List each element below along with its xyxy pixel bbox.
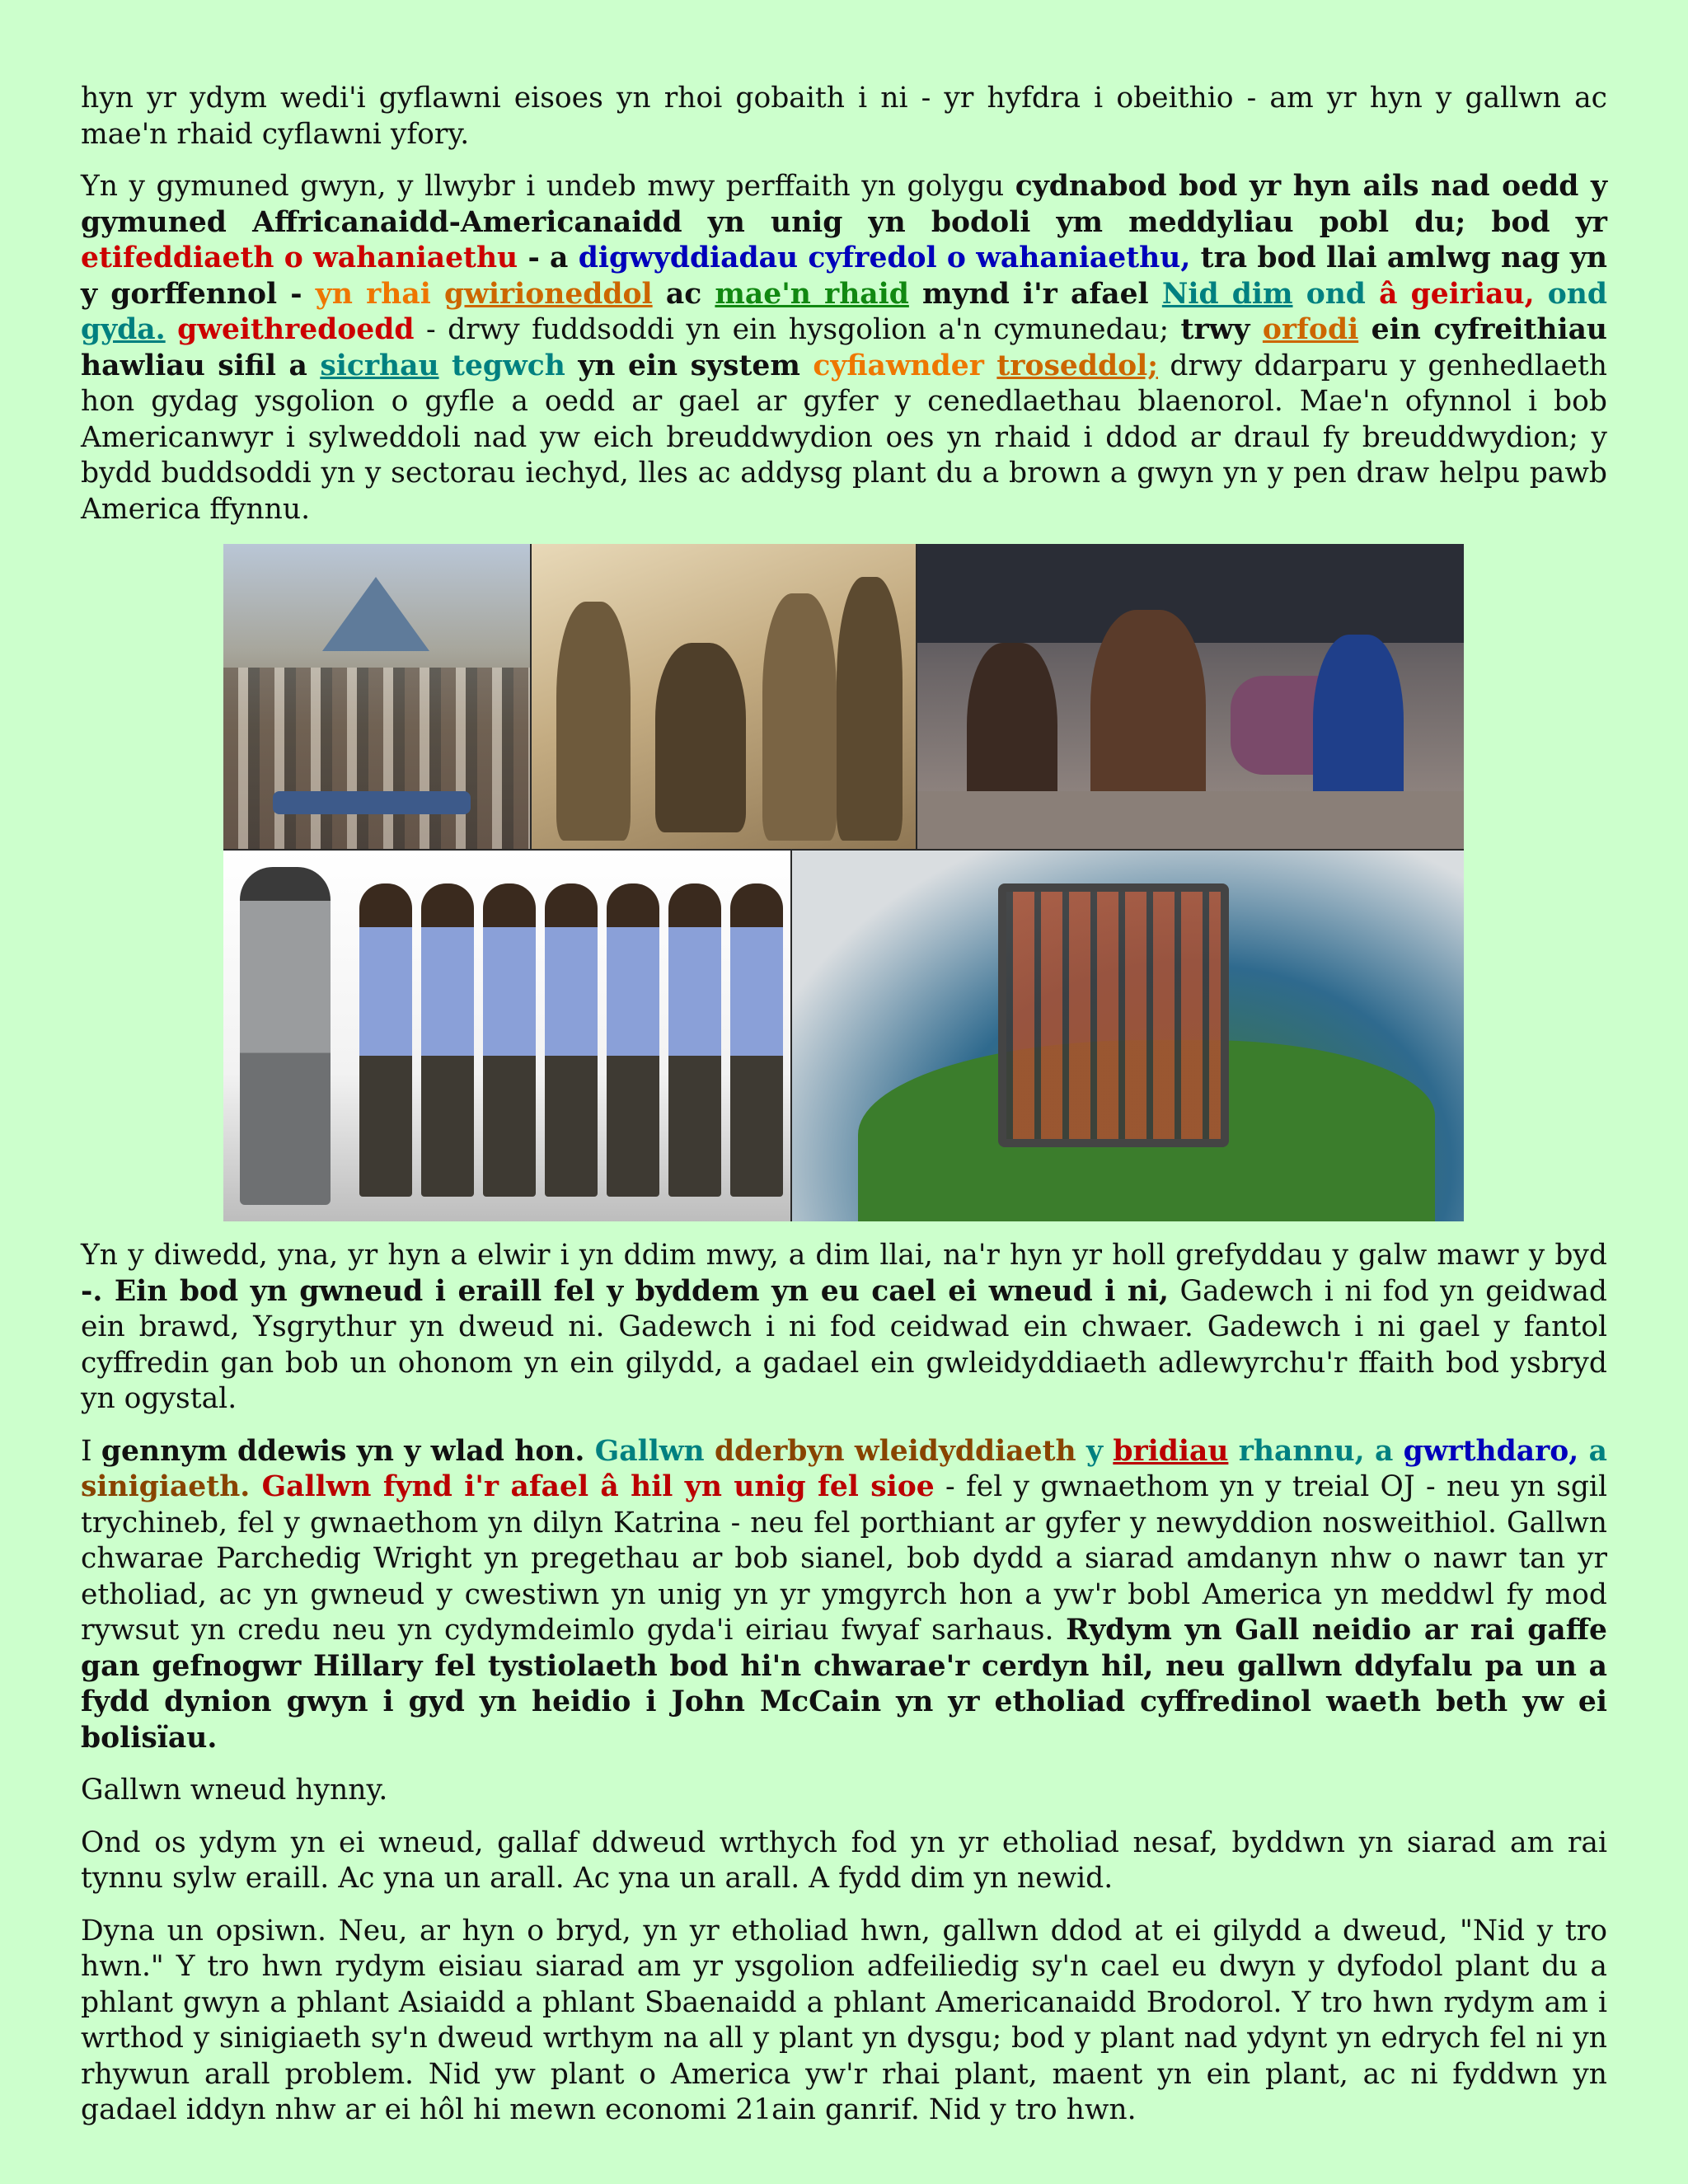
paragraph-5 (81, 1773, 1607, 1809)
bold-text: trwy (1180, 313, 1263, 346)
bold-text: yn ein system (565, 349, 814, 382)
highlight-text: Gallwn fynd i'r afael â hil yn unig fel sioe (261, 1470, 935, 1503)
text: - fel y gwnaethom yn y treial OJ - neu yn sgil trychineb, fel y gwnaethom yn dilyn Katrina - neu fel porthiant ar gyfer y newyddion nosweithiol. Gallwn chwarae Parchedig Wright yn pregethau ar bob sianel, bob dydd a siarad amdanyn nhw o nawr tan yr etholiad, ac yn gwneud y cwestiwn yn unig yn yr ymgyrch hon a yw'r bobl America yn meddwl fy mod rywsut yn credu neu yn cydymdeimlo gyda'i eiriau fwyaf sarhaus. (81, 1470, 1607, 1647)
text: hyn yr ydym wedi'i gyflawni eisoes yn rhoi gobaith i ni - yr hyfdra i obeithio - am yr hyn y gallwn ac mae'n rhaid cyflawni yfory. (81, 82, 1607, 151)
highlight-text: â geiriau, (1379, 277, 1535, 311)
bold-text: ac (652, 277, 715, 311)
text: Yn y gymuned gwyn, y llwybr i undeb mwy perffaith yn golygu (81, 170, 1015, 203)
text: I (81, 1434, 101, 1468)
highlight-text: y (1076, 1434, 1114, 1468)
highlight-text: rhannu, a (1228, 1434, 1404, 1468)
paragraph-1 (81, 81, 1607, 152)
highlight-text: cyfiawnder (813, 349, 997, 382)
text: Dyna un opsiwn. Neu, ar hyn o bryd, yn yr etholiad hwn, gallwn ddod at ei gilydd a dweud, "Nid y tro hwn." Y tro hwn rydym eisiau siarad am yr ysgolion adfeiliedig sy'n cael eu dwyn y dyfodol plant du a phlant gwyn a phlant Asiaidd a phlant Sbaenaidd a phlant Americanaidd Brodorol. Y tro hwn rydym am i wrthod y sinigiaeth sy'n dweud wrthym na all y plant yn dysgu; bod y plant nad ydynt yn edrych fel ni yn rhywun arall problem. Nid yw plant o America yw'r rhai plant, maent yn ein plant, ac ni fyddwn yn gadael iddyn nhw ar ei hôl hi mewn economi 21ain ganrif. Nid y tro hwn. (81, 1914, 1607, 2126)
text: - drwy fuddsoddi yn ein hysgolion a'n cymunedau; (414, 313, 1181, 346)
highlight-text: a (1578, 1434, 1608, 1468)
bold-text: ein cyfreithiau hawliau sifil a (81, 313, 1608, 382)
bold-text: mynd i'r afael (908, 277, 1162, 311)
photo-cage-on-map (792, 851, 1464, 1221)
underlined-text: gwirioneddol (444, 277, 653, 311)
underlined-text: gyda. (81, 313, 166, 346)
highlight-text: Gallwn (594, 1434, 705, 1468)
highlight-text: digwyddiadau cyfredol o wahaniaethu, (578, 241, 1191, 274)
paragraph-2 (81, 169, 1607, 527)
bold-text: tra bod llai amlwg nag yn y gorffennol - (81, 241, 1607, 311)
text: drwy ddarparu y genhedlaeth hon gydag ysgolion o gyfle a oedd ar gael ar gyfer y cenedlaethau blaenorol. Mae'n ofynnol i bob Americanwyr i sylweddoli nad yw eich breuddwydion oes yn rhaid i ddod ar draul fy breuddwydion; y bydd buddsoddi yn y sectorau iechyd, lles ac addysg plant du a brown a gwyn yn y pen draw helpu pawb America ffynnu. (81, 349, 1607, 526)
highlight-text: sinigiaeth. (81, 1470, 251, 1503)
bold-text: - a (518, 241, 579, 274)
text: Gallwn wneud hynny. (81, 1774, 388, 1807)
bold-text: gennym ddewis yn y wlad hon. (101, 1434, 585, 1468)
paragraph-3 (81, 1238, 1607, 1418)
underlined-text: orfodi (1262, 313, 1359, 346)
text: Yn y diwedd, yna, yr hyn a elwir i yn ddim mwy, a dim llai, na'r hyn yr holl grefyddau y galw mawr y byd (81, 1239, 1607, 1272)
photo-crowd-on-cots (223, 544, 530, 849)
underlined-text: troseddol; (996, 349, 1158, 382)
bold-text: -. Ein bod yn gwneud i eraill fel y byddem yn eu cael ei wneud i ni, (81, 1274, 1170, 1308)
photo-collage (223, 544, 1464, 1221)
bold-text: cydnabod bod yr hyn ails nad oedd y gymuned Affricanaidd-Americanaidd yn unig yn bodoli ym meddyliau pobl du; bod yr (81, 170, 1607, 239)
paragraph-7 (81, 1914, 1607, 2129)
highlight-text: gweithredoedd (177, 313, 415, 346)
bold-text: Rydym yn Gall neidio ar rai gaffe gan gefnogwr Hillary fel tystiolaeth bod hi'n chwarae'r cerdyn hil, neu gallwn ddyfalu pa un a fydd dynion gwyn i gyd yn heidio i John McCain yn yr etholiad cyffredinol waeth beth yw ei bolisïau. (81, 1614, 1607, 1755)
paragraph-6 (81, 1825, 1607, 1897)
underlined-text: bridiau (1113, 1434, 1229, 1468)
highlight-text: ond (1534, 277, 1607, 311)
paragraph-4 (81, 1434, 1607, 1757)
highlight-text: tegwch (452, 349, 565, 382)
highlight-text: ond (1292, 277, 1380, 311)
photo-police-arrest-sepia (532, 544, 916, 849)
photo-prisoners-line (223, 851, 790, 1221)
highlight-text: gwrthdaro, (1403, 1434, 1579, 1468)
text: Ond os ydym yn ei wneud, gallaf ddweud wrthych fod yn yr etholiad nesaf, byddwn yn siarad am rai tynnu sylw eraill. Ac yna un arall. Ac yna un arall. A fydd dim yn newid. (81, 1825, 1607, 1895)
text: Gadewch i ni fod yn geidwad ein brawd, Ysgrythur yn dweud ni. Gadewch i ni fod ceidwad ein chwaer. Gadewch i ni gael y fantol cyffredin gan bob un ohonom yn ein gilydd, a gadael ein gwleidyddiaeth adlewyrchu'r ffaith bod ysbryd yn ogystal. (81, 1274, 1607, 1415)
highlight-text: dderbyn wleidyddiaeth (714, 1434, 1076, 1468)
highlight-text: etifeddiaeth o wahaniaethu (81, 241, 518, 274)
highlight-text: yn rhai (315, 277, 445, 311)
underlined-text: sicrhau (320, 349, 439, 382)
underlined-text: Nid dim (1161, 277, 1293, 311)
underlined-text: mae'n rhaid (715, 277, 909, 311)
photo-crowd-carrying-woman (917, 544, 1464, 849)
